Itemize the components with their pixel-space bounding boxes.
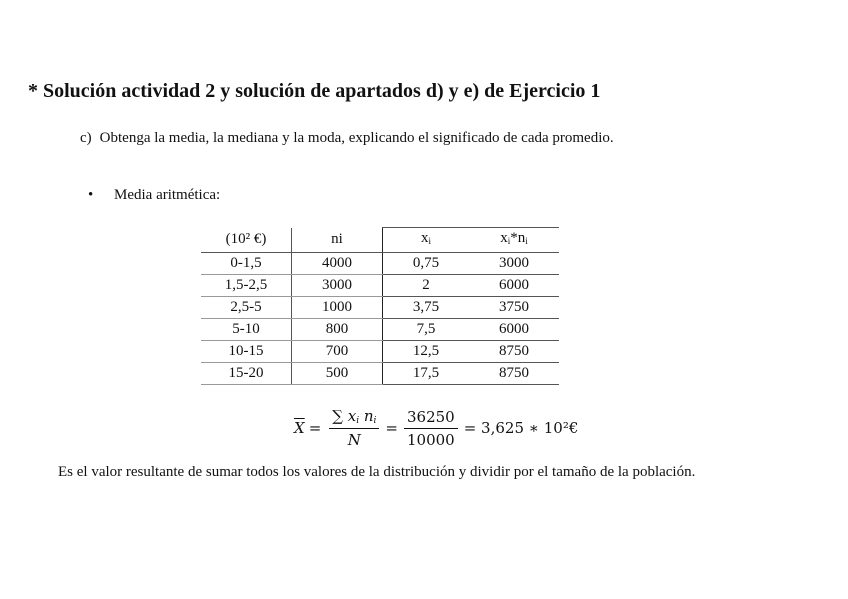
cell-ni: 4000 <box>292 253 383 275</box>
cell-interval: 0-1,5 <box>201 253 292 275</box>
cell-xi-ni: 3000 <box>469 253 559 275</box>
mean-formula <box>294 404 578 452</box>
frequency-table <box>201 227 559 385</box>
cell-xi-ni: 3750 <box>469 297 559 319</box>
table-header-row <box>201 228 559 253</box>
cell-xi: 3,75 <box>383 297 470 319</box>
mean-result: = 3,625 ∗ 10²€ <box>463 419 579 437</box>
question-c <box>80 130 614 147</box>
cell-interval: 5-10 <box>201 319 292 341</box>
cell-ni: 500 <box>292 363 383 385</box>
bullet-mean <box>88 187 220 204</box>
cell-interval: 10-15 <box>201 341 292 363</box>
value-fraction <box>404 408 458 449</box>
cell-xi-ni: 6000 <box>469 319 559 341</box>
cell-xi: 17,5 <box>383 363 470 385</box>
cell-ni: 800 <box>292 319 383 341</box>
equals-sign: = <box>308 419 322 437</box>
value-numerator: 36250 <box>404 408 458 429</box>
table-row <box>201 319 559 341</box>
question-letter: c) <box>80 130 92 146</box>
cell-ni: 1000 <box>292 297 383 319</box>
sum-fraction <box>329 407 379 449</box>
cell-interval: 2,5-5 <box>201 297 292 319</box>
equals-sign: = <box>385 419 398 437</box>
header-xi: $x_i$ <box>383 228 470 253</box>
cell-interval: 1,5-2,5 <box>201 275 292 297</box>
cell-xi-ni: 8750 <box>469 363 559 385</box>
cell-ni: 3000 <box>292 275 383 297</box>
table-row <box>201 363 559 385</box>
cell-interval: 15-20 <box>201 363 292 385</box>
cell-xi: 0,75 <box>383 253 470 275</box>
mean-explanation: Es el valor resultante de sumar todos los valores de la distribución y dividir por el tamaño de la población. <box>58 464 696 480</box>
table-row <box>201 253 559 275</box>
cell-xi: 12,5 <box>383 341 470 363</box>
bullet-marker: • <box>88 187 94 203</box>
section-heading: * Solución actividad 2 y solución de apartados d) y e) de Ejercicio 1 <box>28 80 601 102</box>
mean-symbol: $\overline{X}$ <box>294 419 305 437</box>
header-ni: ni <box>292 228 383 253</box>
table-row <box>201 341 559 363</box>
cell-ni: 700 <box>292 341 383 363</box>
bullet-label: Media aritmética: <box>114 187 221 203</box>
cell-xi-ni: 6000 <box>469 275 559 297</box>
value-denominator: 10000 <box>407 430 455 449</box>
header-xi-ni: $x_i*n_i$ <box>469 228 559 253</box>
cell-xi-ni: 8750 <box>469 341 559 363</box>
cell-xi: 2 <box>383 275 470 297</box>
header-interval: (10² €) <box>201 228 292 253</box>
question-text: Obtenga la media, la mediana y la moda, explicando el significado de cada promedio. <box>99 130 614 146</box>
table-row <box>201 297 559 319</box>
table-row <box>201 275 559 297</box>
sum-numerator: ∑ $x_i$ $n_i$ <box>329 407 379 429</box>
cell-xi: 7,5 <box>383 319 470 341</box>
sum-denominator: N <box>347 431 361 449</box>
